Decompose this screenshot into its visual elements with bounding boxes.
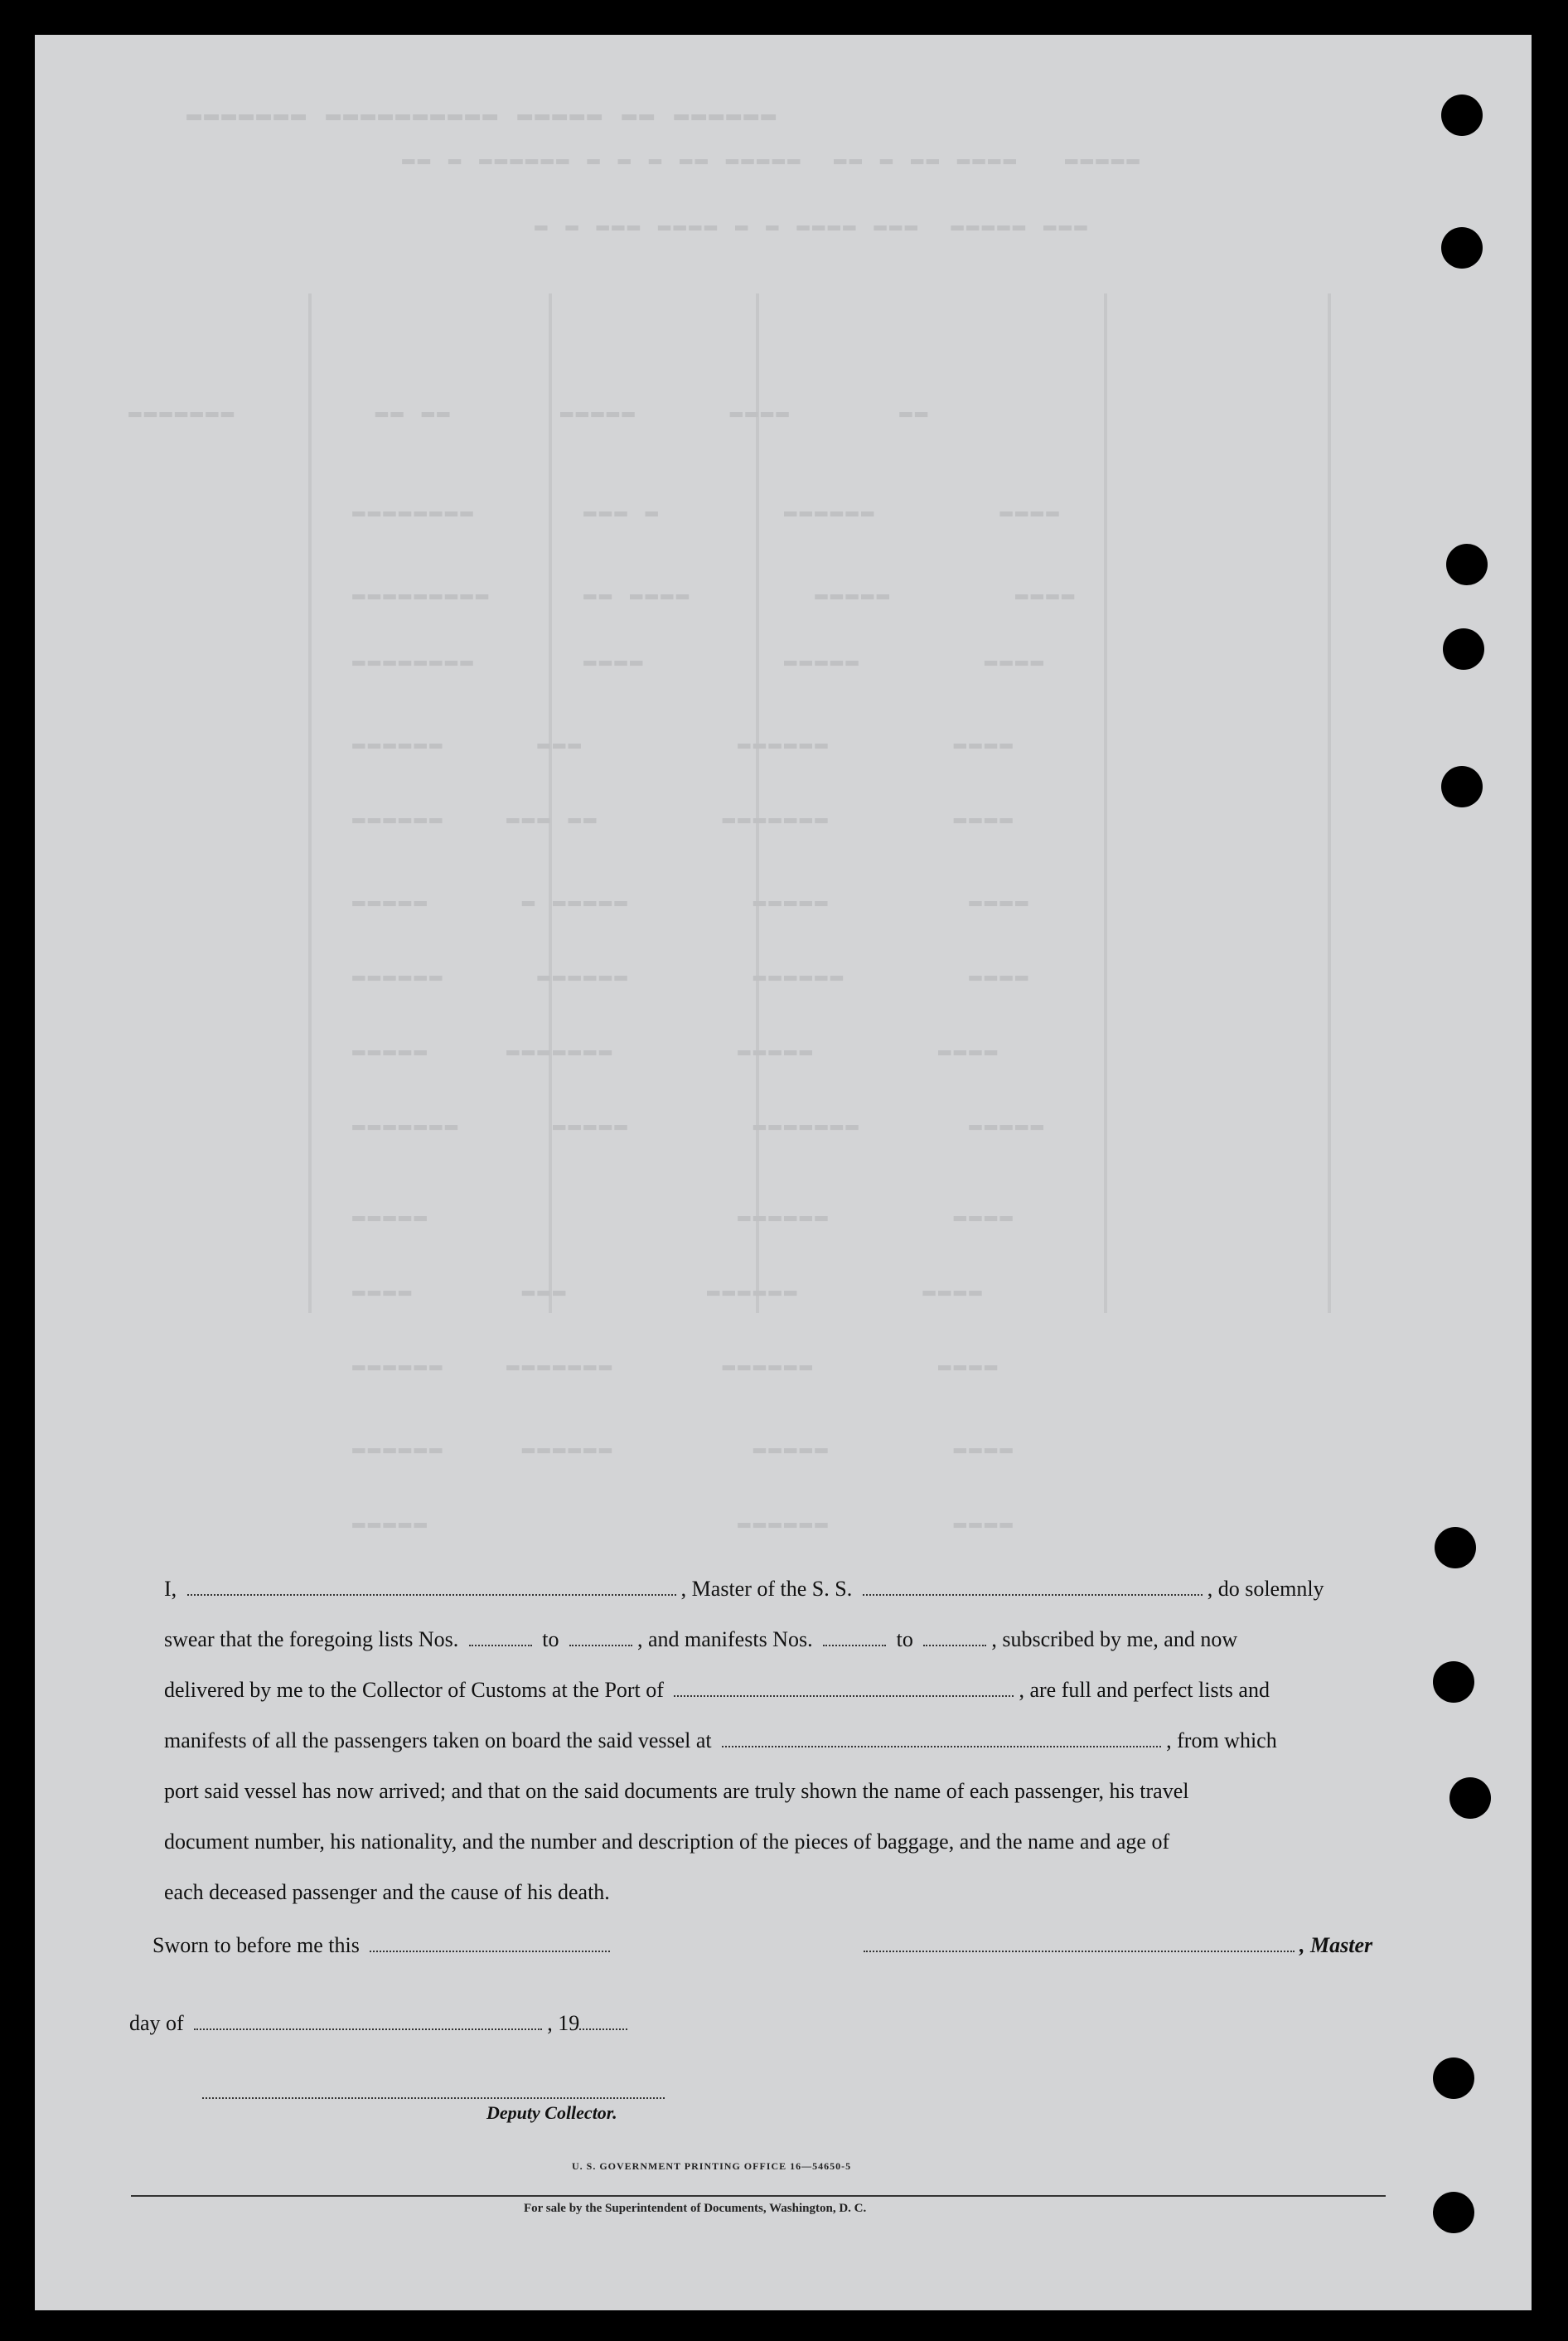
- ghost-row: ▬▬▬▬ ▬▬▬▬▬▬ ▬▬▬ ▬▬▬▬▬▬: [350, 731, 1013, 756]
- ghost-row: ▬▬▬▬▬ ▬▬▬▬▬▬▬ ▬▬▬▬▬ ▬▬▬▬▬▬▬: [350, 1112, 1044, 1137]
- ghost-rule: [549, 293, 552, 1313]
- oath-line-2: swear that the foregoing lists Nos. to , and manifests Nos. to , subscribed by me, and now: [164, 1627, 1238, 1651]
- punch-hole: [1441, 95, 1483, 136]
- ghost-row: ▬▬▬▬ ▬▬▬▬▬ ▬▬▬▬ ▬▬ ▬▬▬▬▬▬▬▬▬: [350, 582, 1075, 607]
- list-from-blank: [469, 1630, 532, 1646]
- manifest-to-blank: [923, 1630, 986, 1646]
- port-blank: [674, 1680, 1014, 1697]
- printing-office-note: U. S. GOVERNMENT PRINTING OFFICE 16—54650-5: [572, 2160, 852, 2172]
- list-to-blank: [569, 1630, 632, 1646]
- ghost-row: ▬▬▬▬ ▬▬▬▬▬▬ ▬▬▬▬▬▬▬ ▬▬▬▬▬▬: [350, 1353, 998, 1378]
- manifest-from-blank: [823, 1630, 886, 1646]
- oath-line-5: port said vessel has now arrived; and that on the said documents are truly shown the name of each passenger, his travel: [164, 1779, 1189, 1803]
- ghost-row: ▬▬▬▬ ▬▬▬▬▬▬ ▬▬▬ ▬▬▬▬: [350, 1278, 982, 1303]
- ghost-row: ▬▬ ▬▬▬▬ ▬▬▬▬▬ ▬▬ ▬▬ ▬▬▬▬▬▬▬: [126, 400, 928, 424]
- oath-paragraph: [164, 1563, 1422, 1917]
- ghost-row: ▬▬▬▬ ▬▬▬▬▬ ▬▬▬▬▬▬ ▬▬▬▬▬▬: [350, 1436, 1013, 1461]
- footer-rule: [131, 2195, 1386, 2197]
- name-blank: [187, 1579, 676, 1596]
- ghost-rule: [1104, 293, 1107, 1313]
- sworn-line: Sworn to before me this: [152, 1933, 615, 1958]
- sworn-date-blank: [370, 1936, 610, 1952]
- ghost-header: ▬▬▬▬▬ ▬▬▬▬ ▬▬ ▬ ▬▬ ▬▬▬▬▬ ▬▬ ▬ ▬ ▬ ▬▬▬▬▬▬ ▬ ▬▬: [399, 147, 1140, 172]
- punch-hole: [1443, 628, 1484, 670]
- ghost-row: ▬▬▬▬ ▬▬▬▬▬▬ ▬ ▬▬▬ ▬▬▬▬▬▬▬▬: [350, 499, 1059, 524]
- ghost-row: ▬▬▬▬ ▬▬▬▬▬ ▬▬▬▬▬ ▬ ▬▬▬▬▬: [350, 889, 1028, 914]
- document-page: [35, 35, 1532, 2310]
- oath-line-4: manifests of all the passengers taken on board the said vessel at , from which: [164, 1728, 1277, 1752]
- ghost-row: ▬▬▬▬ ▬▬▬▬▬▬ ▬▬▬▬▬▬ ▬▬▬▬▬▬: [350, 963, 1028, 988]
- ghost-header: ▬▬▬ ▬▬▬▬▬ ▬▬▬ ▬▬▬▬ ▬ ▬ ▬▬▬▬ ▬▬▬ ▬ ▬: [532, 213, 1087, 238]
- day-line: day of , 19: [129, 2011, 632, 2036]
- deputy-collector-label: Deputy Collector.: [486, 2102, 617, 2123]
- ghost-row: ▬▬▬▬ ▬▬▬▬▬ ▬▬▬▬ ▬▬▬▬▬▬▬▬: [350, 648, 1044, 673]
- ghost-row: ▬▬▬▬ ▬▬▬▬▬▬ ▬▬▬▬▬: [350, 1204, 1013, 1229]
- punch-hole: [1433, 1661, 1474, 1703]
- ghost-row: ▬▬▬▬ ▬▬▬▬▬▬ ▬▬▬▬▬: [350, 1510, 1013, 1535]
- year-blank: [579, 2014, 627, 2030]
- punch-hole: [1441, 227, 1483, 269]
- punch-hole: [1433, 2057, 1474, 2099]
- oath-line-3: delivered by me to the Collector of Customs at the Port of , are full and perfect lists and: [164, 1678, 1270, 1702]
- vessel-blank: [863, 1579, 1203, 1596]
- punch-hole: [1441, 766, 1483, 807]
- sale-note: For sale by the Superintendent of Documents, Washington, D. C.: [524, 2202, 867, 2215]
- ghost-rule: [1328, 293, 1331, 1313]
- ghost-header: ▬▬▬▬▬▬ ▬▬ ▬▬▬▬▬ ▬▬▬▬▬▬▬▬▬▬ ▬▬▬▬▬▬▬: [184, 101, 777, 129]
- oath-line-7: each deceased passenger and the cause of his death.: [164, 1880, 610, 1904]
- ghost-rule: [756, 293, 759, 1313]
- boarding-port-blank: [722, 1731, 1161, 1747]
- master-signature-line: , Master: [859, 1933, 1372, 1958]
- day-blank: [194, 2014, 542, 2030]
- deputy-signature-rule: [202, 2097, 665, 2099]
- ghost-row: ▬▬▬▬ ▬▬▬▬▬ ▬▬▬▬▬▬▬ ▬▬▬▬▬: [350, 1038, 998, 1063]
- punch-hole: [1449, 1777, 1491, 1819]
- punch-hole: [1433, 2192, 1474, 2233]
- ghost-row: ▬▬▬▬ ▬▬▬▬▬▬▬ ▬▬ ▬▬▬ ▬▬▬▬▬▬: [350, 806, 1013, 831]
- oath-line-6: document number, his nationality, and the number and description of the pieces of baggage, and the name and age of: [164, 1830, 1170, 1854]
- oath-line-1: I, , Master of the S. S. , do solemnly: [164, 1577, 1324, 1601]
- punch-hole: [1446, 544, 1488, 585]
- master-signature-blank: [864, 1936, 1295, 1952]
- punch-hole: [1435, 1527, 1476, 1568]
- ghost-rule: [308, 293, 312, 1313]
